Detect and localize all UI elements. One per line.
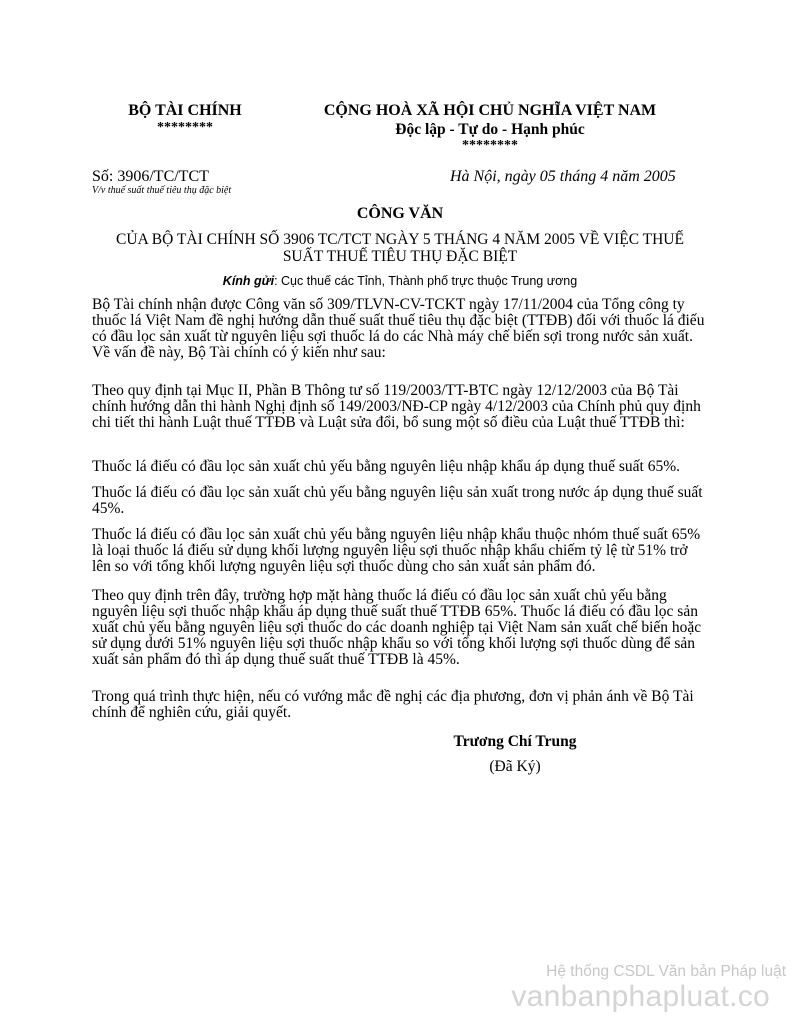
doc-type-heading: CÔNG VĂN xyxy=(356,205,444,222)
motto: Độc lập - Tự do - Hạnh phúc xyxy=(395,121,585,138)
ministry-name: BỘ TÀI CHÍNH xyxy=(128,102,242,119)
document-subject: V/v thuế suất thuế tiêu thụ đặc biệt xyxy=(92,185,232,196)
body-paragraph-7: Trong quá trình thực hiện, nếu có vướng mắc đề nghị các địa phương, đơn vị phản ánh về Bộ Tài chính để nghiên cứu, giải quyết. xyxy=(92,688,694,721)
recipient-line xyxy=(0,274,800,288)
recipient-value: : Cục thuế các Tỉnh, Thành phố trực thuộc Trung ương xyxy=(274,274,578,288)
body-paragraph-5: Thuốc lá điếu có đầu lọc sản xuất chủ yếu bằng nguyên liệu nhập khẩu thuộc nhóm thuế suất 65% là loại thuốc lá điếu sử dụng khối lượng nguyên liệu sợi thuốc nhập khẩu chiếm tỷ lệ từ 51% trở lên so với tổng khối lượng nguyên liệu sợi thuốc dùng cho sản xuất sản phẩm đó. xyxy=(92,526,701,575)
body-paragraph-3: Thuốc lá điếu có đầu lọc sản xuất chủ yếu bằng nguyên liệu nhập khẩu áp dụng thuế suất 65%. xyxy=(92,458,680,475)
watermark-system-text: Hệ thống CSDL Văn bản Pháp luật xyxy=(546,963,786,980)
signature-note: (Đã Ký) xyxy=(489,758,541,775)
recipient-label: Kính gửi xyxy=(222,274,275,288)
body-paragraph-1: Bộ Tài chính nhận được Công văn số 309/TLVN-CV-TCKT ngày 17/11/2004 của Tổng công ty thuốc lá Việt Nam đề nghị hướng dẫn thuế suất thuế tiêu thụ đặc biệt (TTĐB) đối với thuốc lá điếu có đầu lọc sản xuất từ nguyên liệu sợi thuốc lá do các Nhà máy chế biến sợi trong nước sản xuất. Về vấn đề này, Bộ Tài chính có ý kiến như sau: xyxy=(92,296,705,361)
ministry-stars: ******** xyxy=(157,120,213,135)
body-paragraph-4: Thuốc lá điếu có đầu lọc sản xuất chủ yếu bằng nguyên liệu sản xuất trong nước áp dụng thuế suất 45%. xyxy=(92,484,703,517)
place-date: Hà Nội, ngày 05 tháng 4 năm 2005 xyxy=(450,168,676,185)
doc-title-line2: SUẤT THUẾ TIÊU THỤ ĐẶC BIỆT xyxy=(282,248,518,265)
republic-name: CỘNG HOÀ XÃ HỘI CHỦ NGHĨA VIỆT NAM xyxy=(323,102,657,119)
doc-title-line1: CỦA BỘ TÀI CHÍNH SỐ 3906 TC/TCT NGÀY 5 THÁNG 4 NĂM 2005 VỀ VIỆC THUẾ xyxy=(116,231,684,248)
watermark-site-link[interactable]: vanbanphapluat.co xyxy=(511,980,770,1013)
signer-name: Trương Chí Trung xyxy=(453,733,577,750)
motto-stars: ******** xyxy=(462,138,518,153)
document-number: Số: 3906/TC/TCT xyxy=(92,168,209,185)
body-paragraph-2: Theo quy định tại Mục II, Phần B Thông tư số 119/2003/TT-BTC ngày 12/12/2003 của Bộ Tài chính hướng dẫn thi hành Nghị định số 149/2003/NĐ-CP ngày 4/12/2003 của Chính phủ quy định chi tiết thi hành Luật thuế TTĐB và Luật sửa đổi, bổ sung một số điều của Luật thuế TTĐB thì: xyxy=(92,382,701,431)
body-paragraph-6: Theo quy định trên đây, trường hợp mặt hàng thuốc lá điếu có đầu lọc sản xuất chủ yếu bằng nguyên liệu sợi thuốc nhập khẩu áp dụng thuế suất thuế TTĐB 65%. Thuốc lá điếu có đầu lọc sản xuất chủ yếu bằng nguyên liệu sợi thuốc do các doanh nghiệp tại Việt Nam sản xuất chế biến hoặc sử dụng dưới 51% nguyên liệu sợi thuốc nhập khẩu so với tổng khối lượng sợi thuốc dùng để sản xuất sản phẩm đó thì áp dụng thuế suất thuế TTĐB là 45%. xyxy=(92,587,702,668)
